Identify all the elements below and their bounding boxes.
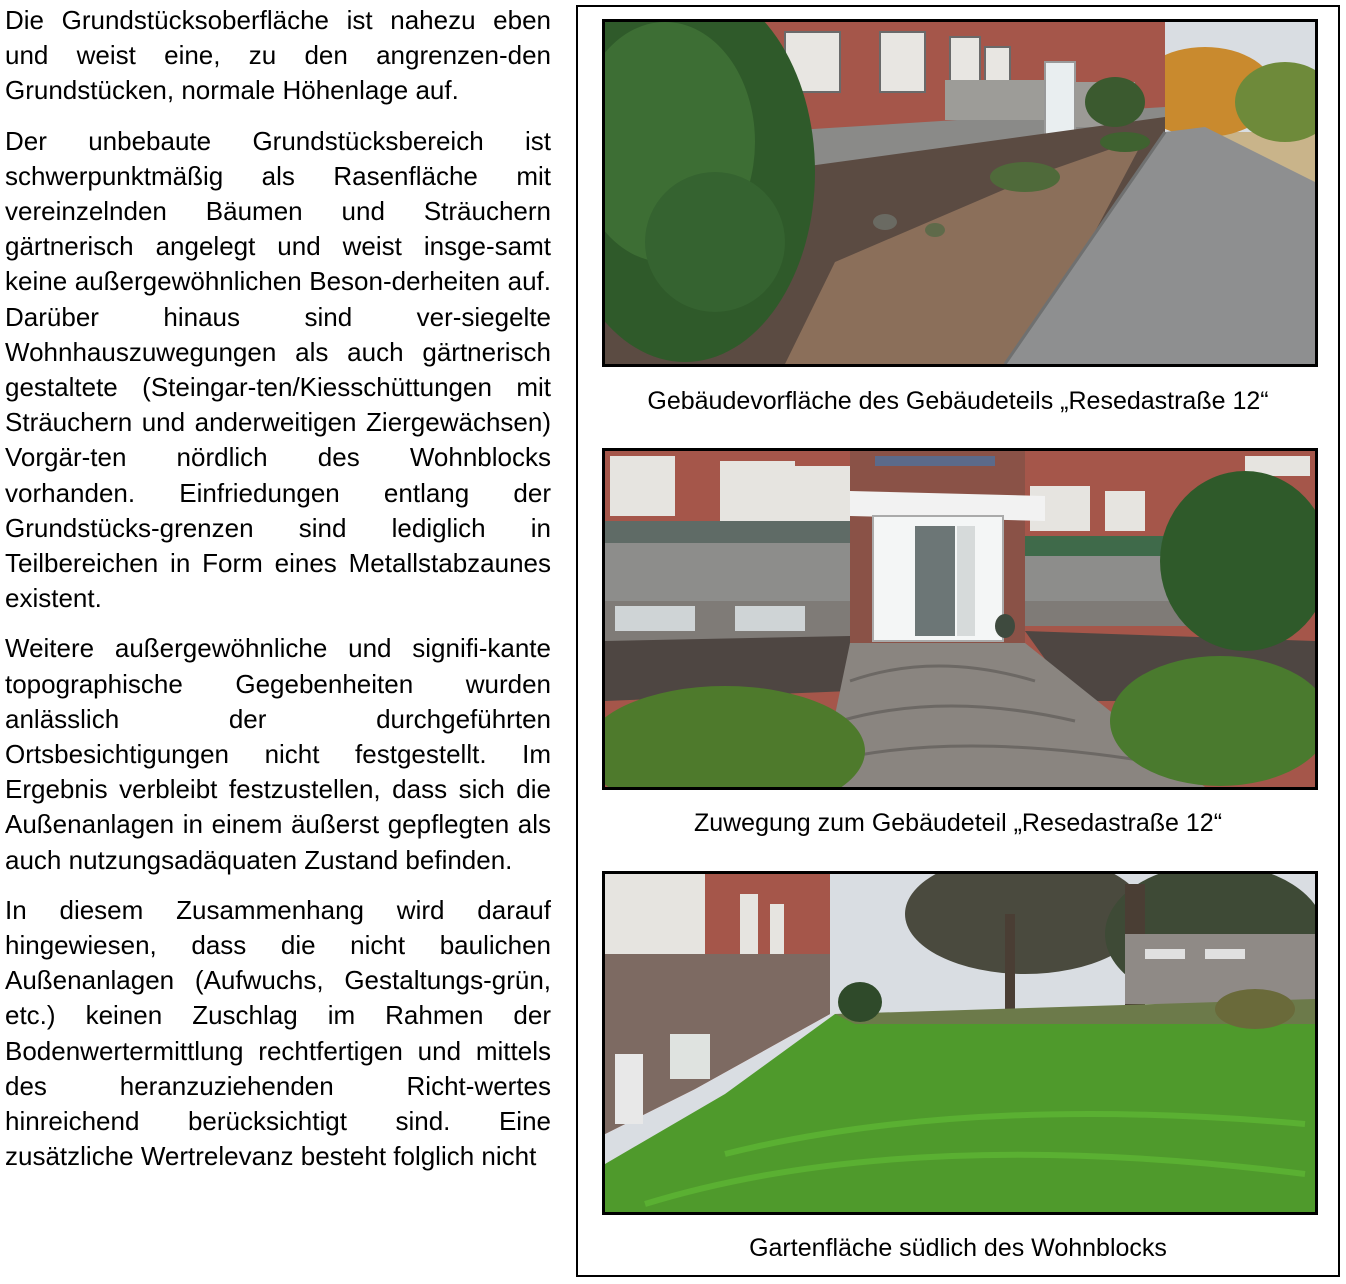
paragraph-topography: Weitere außergewöhnliche und signifi-kante topographische Gegebenheiten wurden anlässlich der durchgeführten Ortsbesichtigungen nicht festgestellt. Im Ergebnis verbleibt festzustellen, dass sich die Außenanlagen in einem äußerst gepflegten als auch nutzungsadäquaten Zustand befinden.: [5, 633, 551, 875]
body-text: [5, 3, 551, 1175]
photo-caption: Gartenfläche südlich des Wohnblocks: [749, 1234, 1167, 1262]
photo-entrance: [602, 448, 1318, 790]
paragraph-valuation-note: In diesem Zusammenhang wird darauf hingewiesen, dass die nicht baulichen Außenanlagen (Aufwuchs, Gestaltungs-grün, etc.) keinen Zuschlag im Rahmen der Bodenwertermittlung rechtfertigen und mittels des heranzuziehenden Richt-wertes hinreichend berücksichtigt sind. Eine zusätzliche Wertrelevanz besteht folglich nicht: [5, 894, 551, 1172]
photo-caption: Gebäudevorfläche des Gebäudeteils „Resedastraße 12“: [647, 387, 1269, 415]
photo-panel: [576, 5, 1340, 1277]
paragraph-terrain: Die Grundstücksoberfläche ist nahezu eben und weist eine, zu den angrenzen-den Grundstücken, normale Höhenlage auf.: [5, 5, 551, 106]
photo-garden: [602, 871, 1318, 1215]
photo-caption: Zuwegung zum Gebäudeteil „Resedastraße 12“: [693, 809, 1223, 837]
photo-front-yard: [602, 19, 1318, 367]
paragraph-outdoor-area: Der unbebaute Grundstücksbereich ist schwerpunktmäßig als Rasenfläche mit vereinzelnden Bäumen und Sträuchern gärtnerisch angelegt und weist insge-samt keine außergewöhnlichen Beson-derheiten auf. Darüber hinaus sind ver-siegelte Wohnhauszuwegungen als auch gärtnerisch gestaltete (Steingar-ten/Kiesschüttungen mit Sträuchern und anderweitigen Ziergewächsen) Vorgär-ten nördlich des Wohnblocks vorhanden. Einfriedungen entlang der Grundstücks-grenzen sind lediglich in Teilbereichen in Form eines Metallstabzaunes existent.: [5, 125, 551, 614]
